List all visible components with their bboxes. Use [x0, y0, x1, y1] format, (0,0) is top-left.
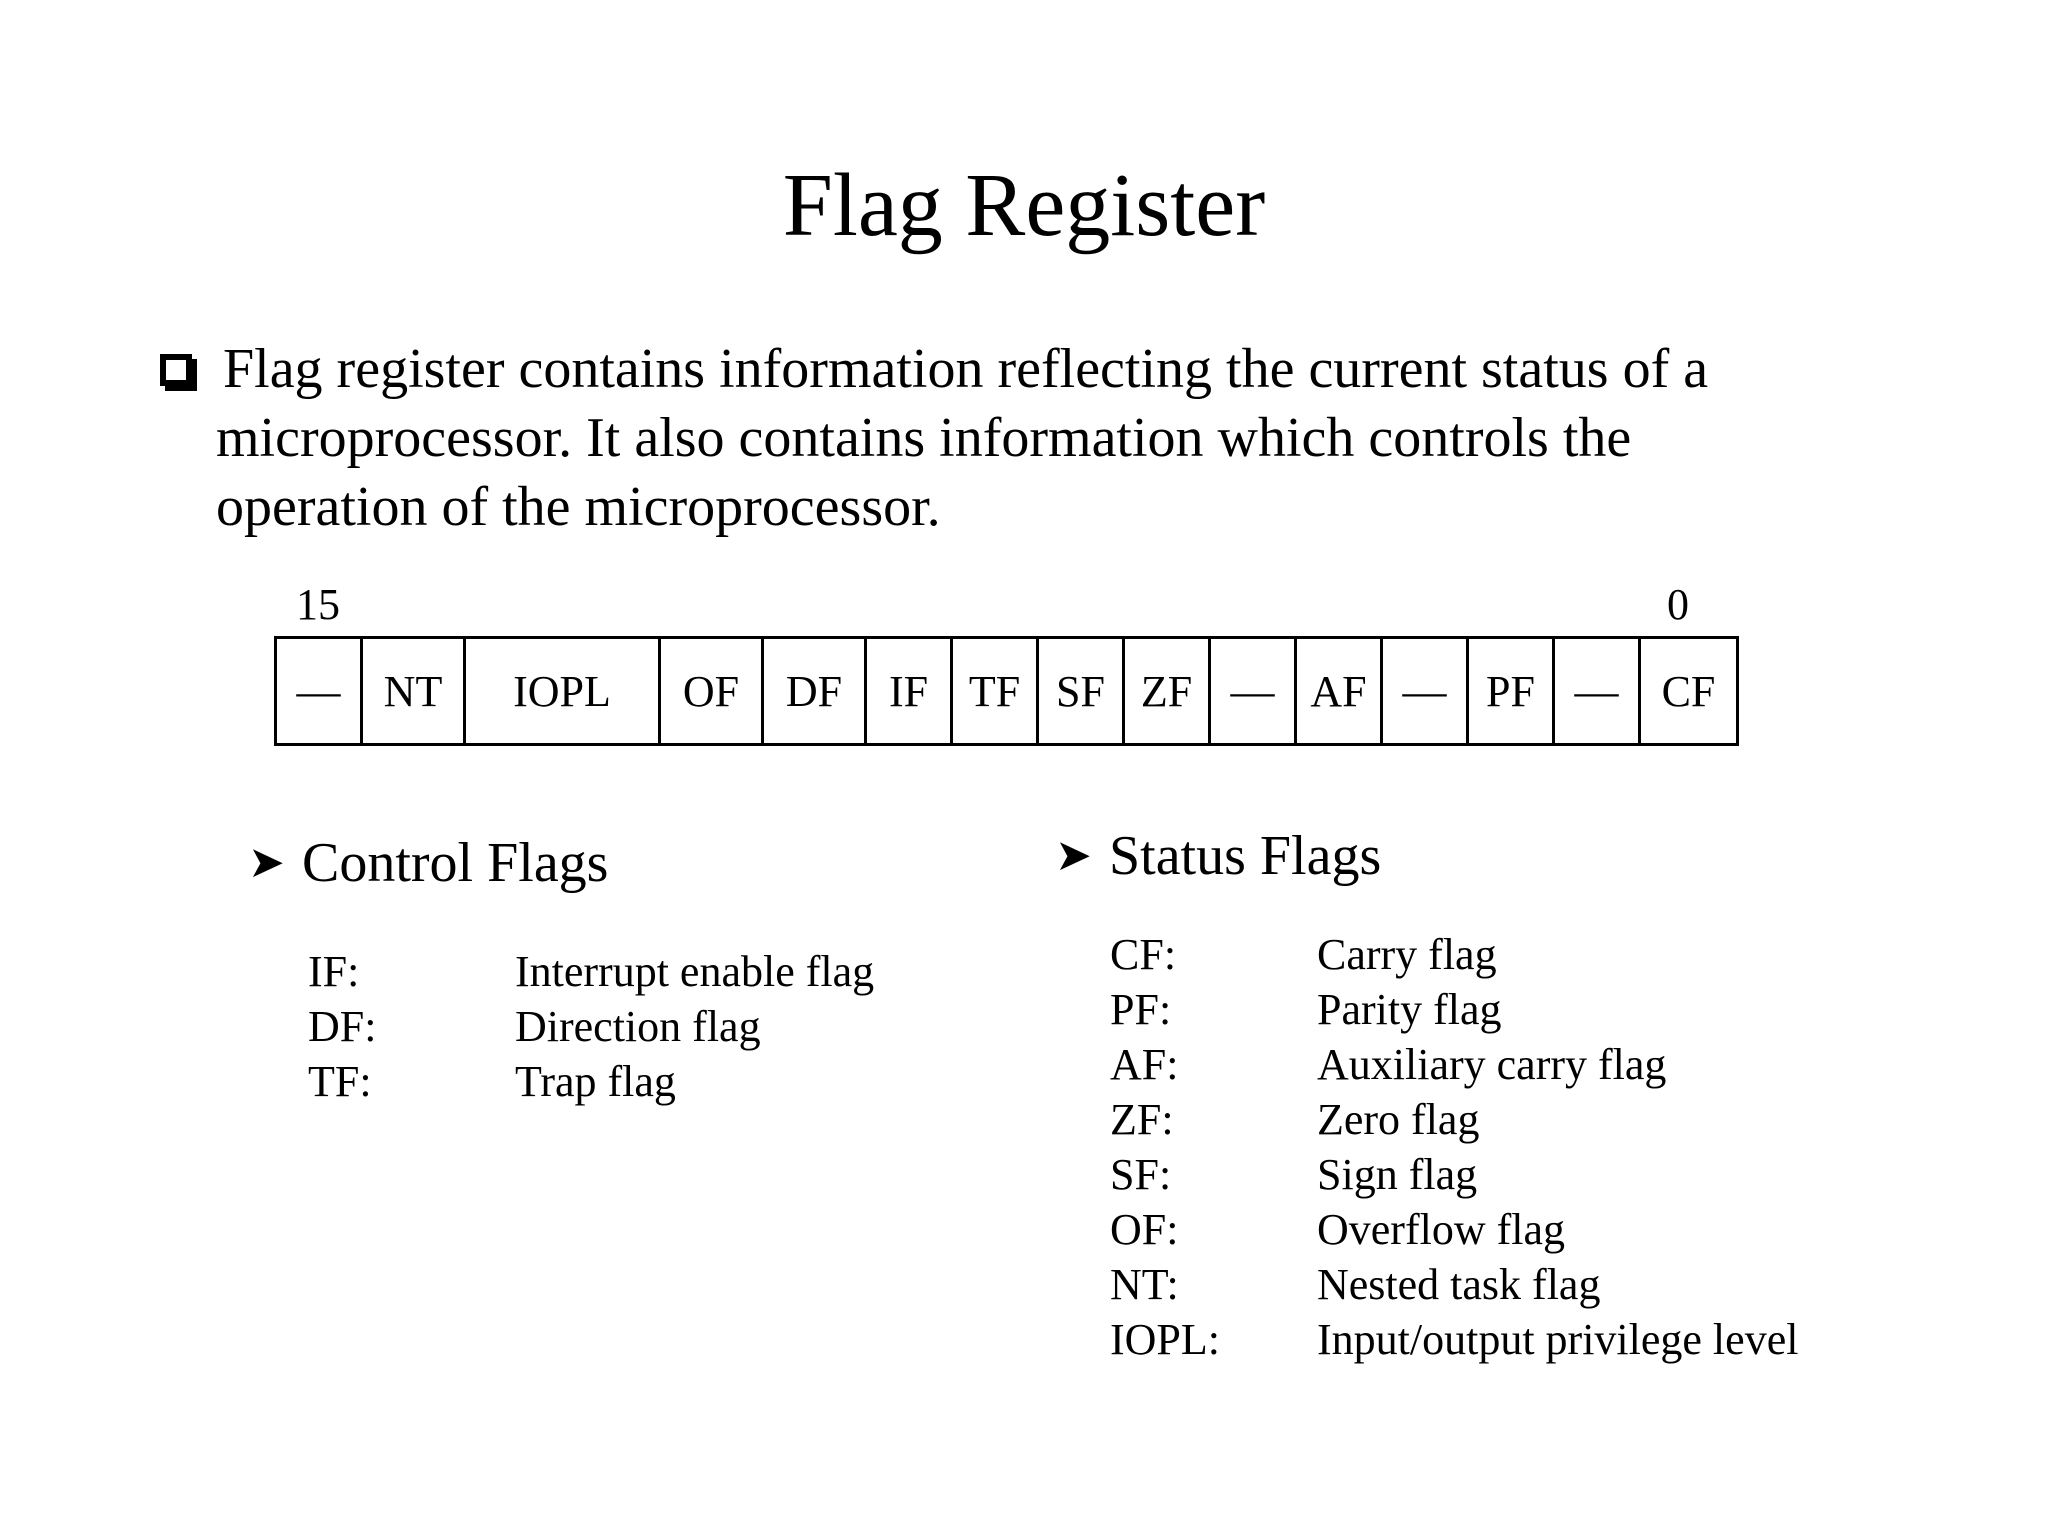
flag-abbr: SF:: [1110, 1150, 1172, 1199]
flag-desc: Sign flag: [1317, 1150, 1478, 1199]
list-item: [1110, 1202, 1798, 1257]
slide-title: Flag Register: [782, 156, 1266, 255]
flag-desc: Overflow flag: [1317, 1205, 1566, 1254]
control-flags-heading: [248, 830, 608, 896]
register-cell: IOPL: [466, 639, 661, 743]
flag-abbr: NT:: [1110, 1260, 1179, 1309]
flag-abbr: OF:: [1110, 1205, 1179, 1254]
flag-abbr: DF:: [308, 1002, 377, 1051]
bit-label-high: 15: [296, 580, 340, 629]
flag-desc: Zero flag: [1317, 1095, 1480, 1144]
list-item: [1110, 1312, 1798, 1367]
arrow-bullet-icon: ➤: [1055, 831, 1092, 880]
flag-abbr: PF:: [1110, 985, 1172, 1034]
flag-desc: Auxiliary carry flag: [1317, 1040, 1667, 1089]
bit-label-low: 0: [1667, 580, 1689, 629]
intro-bullet: [160, 335, 1860, 542]
arrow-bullet-icon: ➤: [248, 838, 285, 887]
status-flags-heading: [1055, 823, 1381, 889]
register-cell: PF: [1469, 639, 1555, 743]
register-cell: SF: [1039, 639, 1125, 743]
register-cell: AF: [1297, 639, 1383, 743]
flag-desc: Interrupt enable flag: [515, 947, 875, 996]
list-item: [308, 1054, 874, 1109]
register-cell: TF: [953, 639, 1039, 743]
list-item: [1110, 1147, 1798, 1202]
flag-desc: Trap flag: [515, 1057, 676, 1106]
control-flags-list: [308, 944, 874, 1109]
flag-abbr: IOPL:: [1110, 1315, 1220, 1364]
flag-abbr: TF:: [308, 1057, 372, 1106]
list-item: [1110, 982, 1798, 1037]
flag-abbr: IF:: [308, 947, 360, 996]
status-flags-title: Status Flags: [1109, 825, 1382, 887]
intro-line-3: operation of the microprocessor.: [216, 476, 941, 538]
flag-register-diagram: [274, 636, 1739, 746]
list-item: [1110, 927, 1798, 982]
register-cell: CF: [1641, 639, 1739, 743]
checkbox-bullet-icon: [160, 354, 192, 386]
register-cell: ZF: [1125, 639, 1211, 743]
flag-abbr: AF:: [1110, 1040, 1179, 1089]
list-item: [308, 944, 874, 999]
register-cell: DF: [764, 639, 867, 743]
register-cell: —: [1555, 639, 1641, 743]
flag-desc: Direction flag: [515, 1002, 761, 1051]
register-cell: —: [1383, 639, 1469, 743]
list-item: [1110, 1092, 1798, 1147]
list-item: [1110, 1257, 1798, 1312]
register-cell: —: [277, 639, 363, 743]
intro-line-2: microprocessor. It also contains information which controls the: [216, 407, 1632, 469]
control-flags-title: Control Flags: [302, 832, 609, 894]
register-cell: —: [1211, 639, 1297, 743]
flag-desc: Parity flag: [1317, 985, 1502, 1034]
flag-abbr: CF:: [1110, 930, 1177, 979]
list-item: [308, 999, 874, 1054]
register-cell: IF: [867, 639, 953, 743]
flag-desc: Nested task flag: [1317, 1260, 1601, 1309]
status-flags-list: [1110, 927, 1798, 1367]
register-cell: OF: [661, 639, 764, 743]
register-cell: NT: [363, 639, 466, 743]
list-item: [1110, 1037, 1798, 1092]
intro-line-1: Flag register contains information reflecting the current status of a: [223, 338, 1709, 400]
flag-desc: Carry flag: [1317, 930, 1497, 979]
flag-desc: Input/output privilege level: [1317, 1315, 1799, 1364]
flag-abbr: ZF:: [1110, 1095, 1174, 1144]
